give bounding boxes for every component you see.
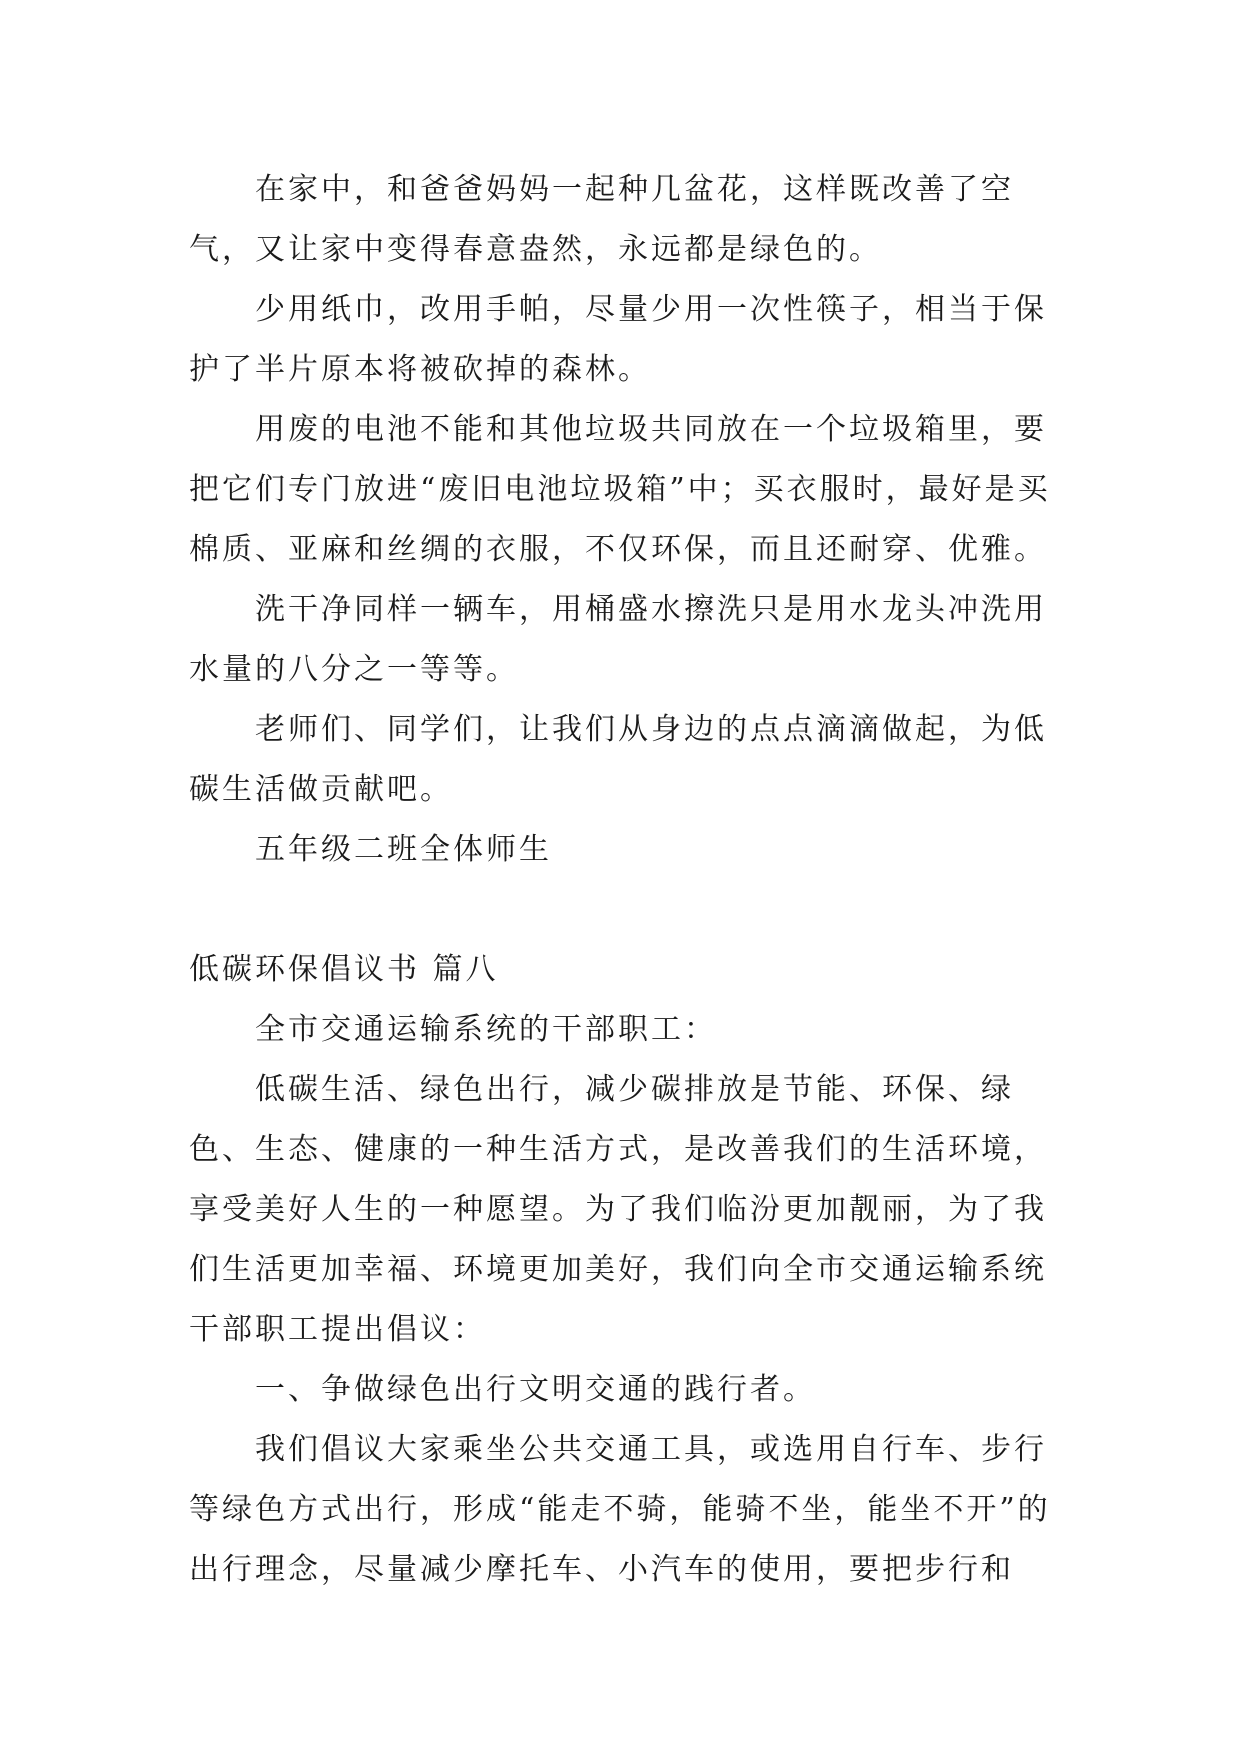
paragraph-public-transport: 我们倡议大家乘坐公共交通工具，或选用自行车、步行等绿色方式出行，形成“能走不骑，能骑不坐，能坐不开”的出行理念，尽量减少摩托车、小汽车的使用，要把步行和 xyxy=(189,1432,1051,1587)
paragraph-plant-flowers: 在家中，和爸爸妈妈一起种几盆花，这样既改善了空气，又让家中变得春意盎然，永远都是绿色的。 xyxy=(189,172,1014,267)
document-body xyxy=(189,160,1057,1600)
signature-line: 五年级二班全体师生 xyxy=(255,832,552,867)
paragraph-batteries-clothes: 用废的电池不能和其他垃圾共同放在一个垃圾箱里，要把它们专门放进“废旧电池垃圾箱”中；买衣服时，最好是买棉质、亚麻和丝绸的衣服，不仅环保，而且还耐穿、优雅。 xyxy=(189,412,1051,567)
paragraph-handkerchief: 少用纸巾，改用手帕，尽量少用一次性筷子，相当于保护了半片原本将被砍掉的森林。 xyxy=(189,292,1047,387)
salutation: 全市交通运输系统的干部职工： xyxy=(255,1012,717,1047)
paragraph-closing-appeal: 老师们、同学们，让我们从身边的点点滴滴做起，为低碳生活做贡献吧。 xyxy=(189,712,1047,807)
paragraph-car-wash: 洗干净同样一辆车，用桶盛水擦洗只是用水龙头冲洗用水量的八分之一等等。 xyxy=(189,592,1047,687)
proposal-item-one: 一、争做绿色出行文明交通的践行者。 xyxy=(255,1372,816,1407)
paragraph-low-carbon-intro: 低碳生活、绿色出行，减少碳排放是节能、环保、绿色、生态、健康的一种生活方式，是改善我们的生活环境，享受美好人生的一种愿望。为了我们临汾更加靓丽，为了我们生活更加幸福、环境更加美好，我们向全市交通运输系统干部职工提出倡议： xyxy=(189,1072,1047,1347)
section-spacer xyxy=(189,880,1057,940)
section-title: 低碳环保倡议书 篇八 xyxy=(189,952,499,987)
